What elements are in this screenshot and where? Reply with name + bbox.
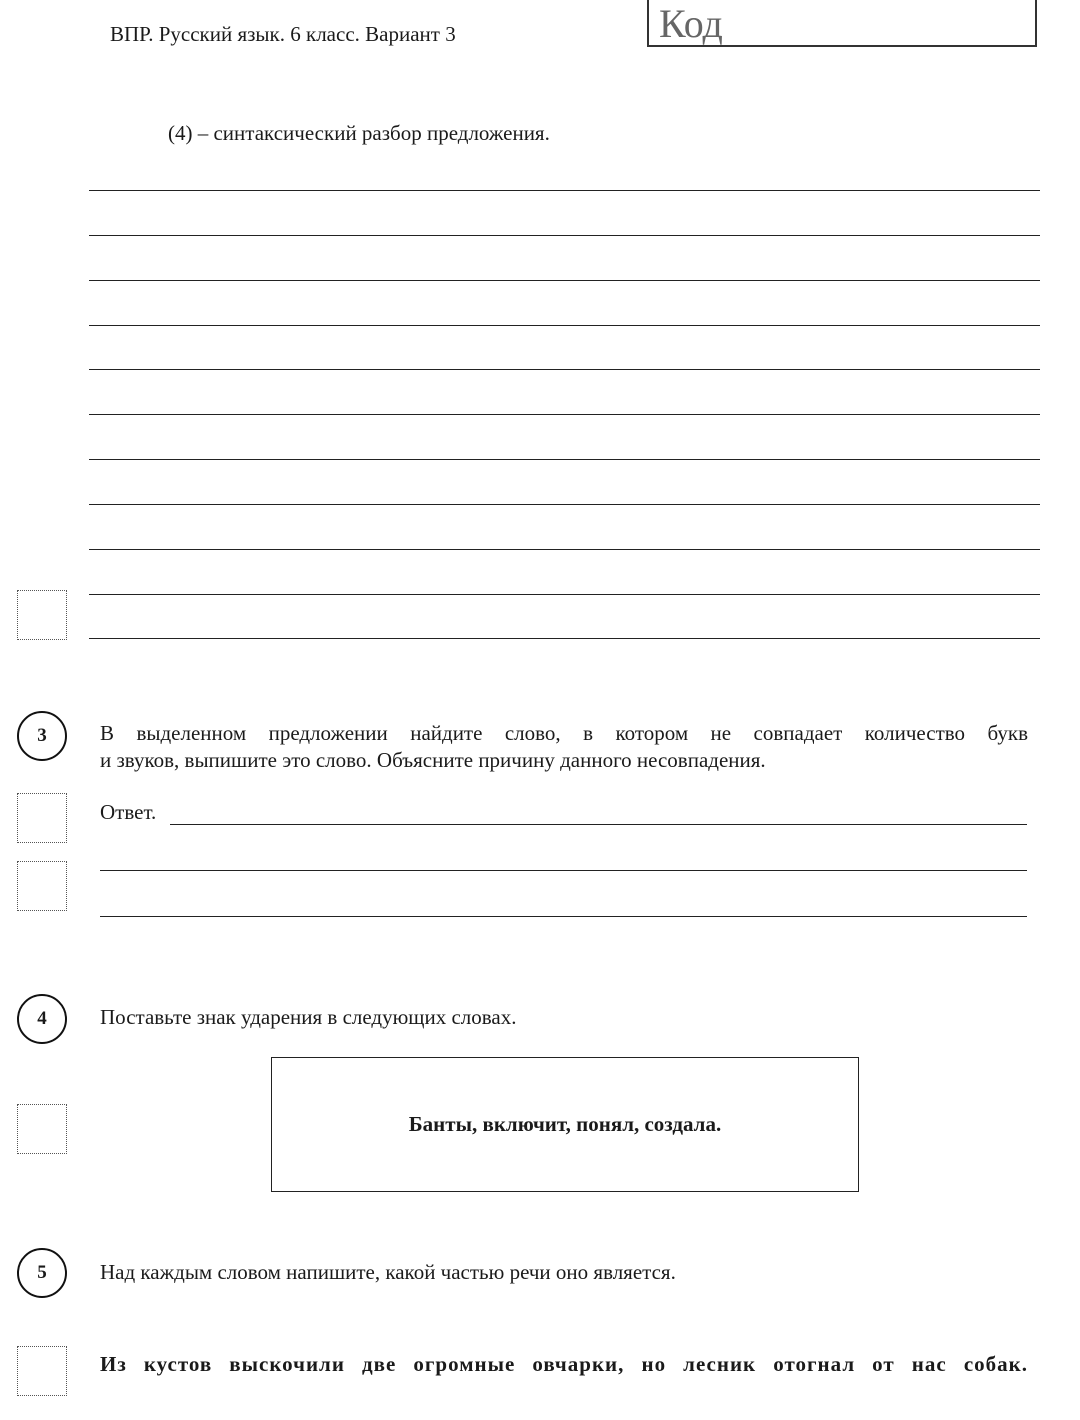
answer-line[interactable]: [89, 549, 1040, 550]
answer-line[interactable]: [89, 190, 1040, 191]
task4-score-box[interactable]: [17, 1104, 67, 1154]
answer-line[interactable]: [89, 414, 1040, 415]
answer-line[interactable]: [89, 235, 1040, 236]
answer-line[interactable]: [89, 325, 1040, 326]
task4-instruction: Поставьте знак ударения в следующих словах.: [100, 1005, 517, 1029]
task3-instruction-line1: В выделенном предложении найдите слово, в котором не совпадает количество букв: [100, 721, 1028, 745]
task4-number-badge: 4: [17, 994, 67, 1044]
task5-instruction: Над каждым словом напишите, какой частью речи оно является.: [100, 1260, 676, 1284]
task3-answer-line[interactable]: [100, 870, 1027, 871]
answer-line[interactable]: [89, 594, 1040, 595]
task5-sentence[interactable]: Из кустов выскочили две огромные овчарки, но лесник отогнал от нас собак.: [100, 1352, 1028, 1376]
task4-words-box[interactable]: [271, 1057, 859, 1192]
code-label: Код: [659, 1, 723, 46]
task2-sub-item-4: (4) – синтаксический разбор предложения.: [168, 121, 550, 145]
task4-words: Банты, включит, понял, создала.: [408, 1112, 722, 1136]
task3-answer-line[interactable]: [170, 824, 1027, 825]
code-field[interactable]: [647, 0, 1037, 47]
answer-line[interactable]: [89, 638, 1040, 639]
task5-number-badge: 5: [17, 1248, 67, 1298]
answer-line[interactable]: [89, 369, 1040, 370]
task2-score-box[interactable]: [17, 590, 67, 640]
answer-line[interactable]: [89, 280, 1040, 281]
page-header-title: ВПР. Русский язык. 6 класс. Вариант 3: [110, 22, 456, 46]
answer-line[interactable]: [89, 459, 1040, 460]
task3-score-box-2[interactable]: [17, 861, 67, 911]
task5-score-box[interactable]: [17, 1346, 67, 1396]
task3-instruction-line2: и звуков, выпишите это слово. Объясните причину данного несовпадения.: [100, 748, 766, 772]
task3-number-badge: 3: [17, 711, 67, 761]
task3-answer-line[interactable]: [100, 916, 1027, 917]
task3-answer-label: Ответ.: [100, 800, 157, 824]
answer-line[interactable]: [89, 504, 1040, 505]
task3-score-box-1[interactable]: [17, 793, 67, 843]
